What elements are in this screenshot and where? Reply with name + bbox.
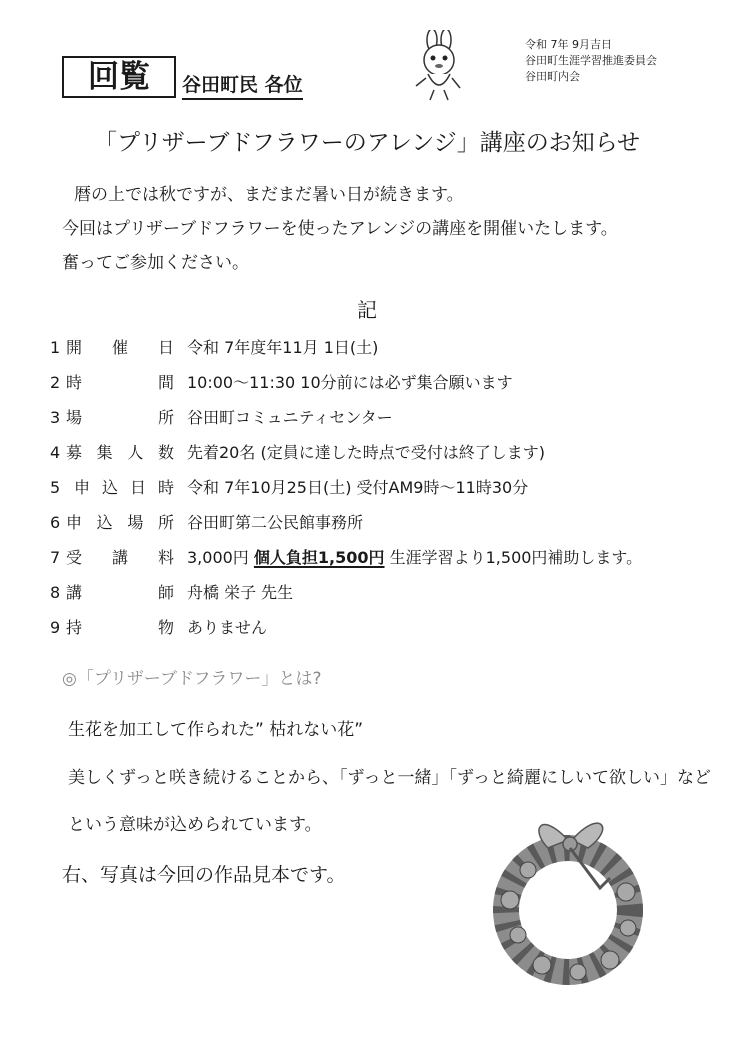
item-value: 令和 7年10月25日(土) 受付AM9時～11時30分 xyxy=(187,478,529,497)
photo-note: 右、写真は今回の作品見本です。 xyxy=(62,864,346,886)
personal-cost: 個人負担1,500円 xyxy=(253,548,385,567)
item-label: 申 込 日 時 xyxy=(74,478,174,497)
intro-text xyxy=(62,178,618,280)
item-number: 7 xyxy=(50,548,61,567)
item-value: 先着20名 (定員に達した時点で受付は終了します) xyxy=(187,443,545,462)
sender-committee: 谷田町生涯学習推進委員会 xyxy=(525,54,657,67)
item-label: 持 物 xyxy=(66,618,174,637)
item-number: 2 xyxy=(50,373,61,392)
whatis-heading: ◎「プリザーブドフラワー」とは? xyxy=(62,669,322,689)
explanation-line: 生花を加工して作られた” 枯れない花” xyxy=(68,720,364,740)
item-value: 舟橋 栄子 先生 xyxy=(187,583,294,602)
kairan-label: 回覧 xyxy=(62,56,176,98)
item-value: 令和 7年度年11月 1日(土) xyxy=(187,338,379,357)
item-label: 時 間 xyxy=(66,373,174,392)
explanation-line: という意味が込められています。 xyxy=(68,815,322,835)
item-label: 募 集 人 数 xyxy=(66,443,174,462)
ki-heading: 記 xyxy=(357,298,377,322)
intro-line: 奮ってご参加ください。 xyxy=(62,253,249,273)
item-label: 申 込 場 所 xyxy=(66,513,174,532)
page-title: 「プリザーブドフラワーのアレンジ」講座のお知らせ xyxy=(93,130,641,156)
item-value: 谷田町第二公民館事務所 xyxy=(187,513,364,532)
item-value: 谷田町コミュニティセンター xyxy=(187,408,393,427)
item-number: 6 xyxy=(50,513,61,532)
item-label: 受 講 料 xyxy=(66,548,174,567)
item-label: 場 所 xyxy=(66,408,174,427)
item-label: 講 師 xyxy=(66,583,174,602)
rabbit-mascot-icon xyxy=(402,30,482,102)
sender-date: 令和 7年 9月吉日 xyxy=(525,38,612,51)
sender-block xyxy=(525,37,657,85)
item-number: 8 xyxy=(50,583,61,602)
item-number: 3 xyxy=(50,408,61,427)
item-number: 4 xyxy=(50,443,61,462)
flower-wreath-photo xyxy=(460,800,676,990)
item-number: 1 xyxy=(50,338,61,357)
addressee: 谷田町民 各位 xyxy=(182,70,303,100)
item-number: 9 xyxy=(50,618,61,637)
item-number: 5 xyxy=(50,478,61,497)
item-label: 開 催 日 xyxy=(66,338,174,357)
intro-line: 今回はプリザーブドフラワーを使ったアレンジの講座を開催いたします。 xyxy=(62,219,618,239)
intro-line: 暦の上では秋ですが、まだまだ暑い日が続きます。 xyxy=(74,185,464,205)
item-value: 3,000円 個人負担1,500円 生涯学習より1,500円補助します。 xyxy=(187,548,643,567)
item-value: ありません xyxy=(187,618,268,637)
explanation-line: 美しくずっと咲き続けることから、「ずっと一緒」「ずっと綺麗にしいて欲しい」など xyxy=(68,768,711,788)
item-value: 10:00～11:30 10分前には必ず集合願います xyxy=(187,373,513,392)
sender-association: 谷田町内会 xyxy=(525,70,580,83)
